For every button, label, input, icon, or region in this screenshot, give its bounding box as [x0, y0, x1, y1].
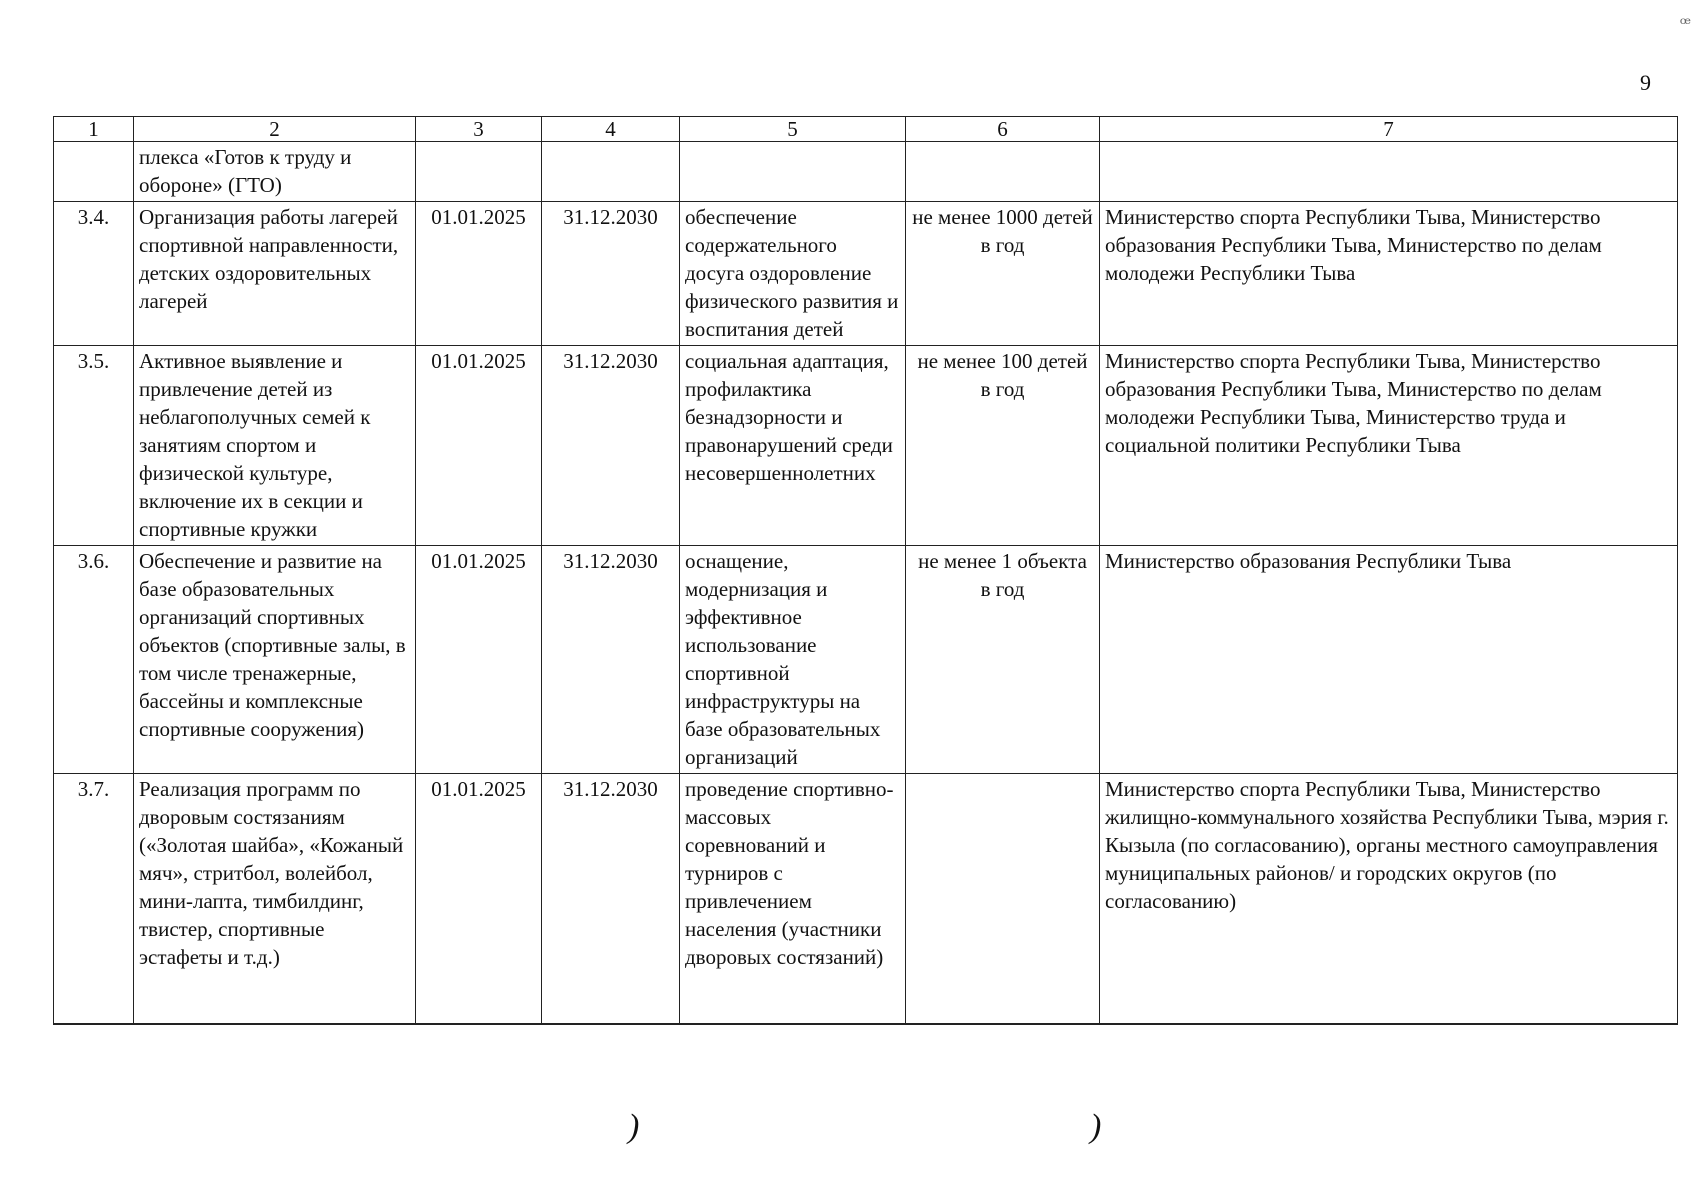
header-col-4: 4: [542, 117, 680, 142]
header-col-7: 7: [1100, 117, 1678, 142]
row-end-date: 31.12.2030: [542, 774, 680, 1024]
row-start-date: 01.01.2025: [416, 774, 542, 1024]
header-col-1: 1: [54, 117, 134, 142]
row-task: Активное выявление и привлечение детей из неблагополучных семей к занятиям спортом и физической культуре, включение их в секции и спортивные кружки: [134, 346, 416, 546]
row-start-date: 01.01.2025: [416, 346, 542, 546]
row-task: Обеспечение и развитие на базе образовательных организаций спортивных объектов (спортивные залы, в том числе тренажерные, бассейны и комплексные спортивные сооружения): [134, 546, 416, 774]
row-end-date: [542, 142, 680, 202]
handwritten-mark-right: ): [1090, 1108, 1102, 1145]
row-volume: не менее 100 детей в год: [906, 346, 1100, 546]
page-number: 9: [1640, 70, 1651, 95]
table-header-row: [54, 117, 1678, 142]
row-start-date: 01.01.2025: [416, 202, 542, 346]
row-start-date: 01.01.2025: [416, 546, 542, 774]
header-col-5: 5: [680, 117, 906, 142]
row-task: плекса «Готов к труду и обороне» (ГТО): [134, 142, 416, 202]
header-col-3: 3: [416, 117, 542, 142]
row-start-date: [416, 142, 542, 202]
row-executor: Министерство спорта Республики Тыва, Министерство образования Республики Тыва, Министерство по делам молодежи Республики Тыва: [1100, 202, 1678, 346]
row-end-date: 31.12.2030: [542, 546, 680, 774]
handwritten-mark-left: ): [628, 1108, 640, 1145]
row-volume: не менее 1 объекта в год: [906, 546, 1100, 774]
row-end-date: 31.12.2030: [542, 346, 680, 546]
table-row: [54, 774, 1678, 1024]
header-col-2: 2: [134, 117, 416, 142]
row-result: [680, 142, 906, 202]
header-col-6: 6: [906, 117, 1100, 142]
row-result: проведение спортивно-массовых соревнований и турниров с привлечением населения (участники дворовых состязаний): [680, 774, 906, 1024]
measures-table: [53, 116, 1678, 1025]
table-row: [54, 346, 1678, 546]
row-number: 3.5.: [54, 346, 134, 546]
table-row: [54, 202, 1678, 346]
row-volume: не менее 1000 детей в год: [906, 202, 1100, 346]
row-executor: Министерство спорта Республики Тыва, Министерство образования Республики Тыва, Министерство по делам молодежи Республики Тыва, Министерство труда и социальной политики Республики Тыва: [1100, 346, 1678, 546]
row-result: обеспечение содержательного досуга оздоровление физического развития и воспитания детей: [680, 202, 906, 346]
row-volume: [906, 774, 1100, 1024]
row-task: Организация работы лагерей спортивной направленности, детских оздоровительных лагерей: [134, 202, 416, 346]
table-row: [54, 546, 1678, 774]
row-number: 3.7.: [54, 774, 134, 1024]
corner-scan-mark: ꟹ: [1679, 14, 1691, 34]
row-executor: [1100, 142, 1678, 202]
row-number: 3.4.: [54, 202, 134, 346]
row-result: социальная адаптация, профилактика безнадзорности и правонарушений среди несовершеннолетних: [680, 346, 906, 546]
row-end-date: 31.12.2030: [542, 202, 680, 346]
row-volume: [906, 142, 1100, 202]
row-executor: Министерство спорта Республики Тыва, Министерство жилищно-коммунального хозяйства Республики Тыва, мэрия г. Кызыла (по согласованию), органы местного самоуправления муниципальных районов/ и городских округов (по согласованию): [1100, 774, 1678, 1024]
row-result: оснащение, модернизация и эффективное использование спортивной инфраструктуры на базе образовательных организаций: [680, 546, 906, 774]
row-number: 3.6.: [54, 546, 134, 774]
row-number: [54, 142, 134, 202]
row-task: Реализация программ по дворовым состязаниям («Золотая шайба», «Кожаный мяч», стритбол, волейбол, мини-лапта, тимбилдинг, твистер, спортивные эстафеты и т.д.): [134, 774, 416, 1024]
table-row: [54, 142, 1678, 202]
row-executor: Министерство образования Республики Тыва: [1100, 546, 1678, 774]
